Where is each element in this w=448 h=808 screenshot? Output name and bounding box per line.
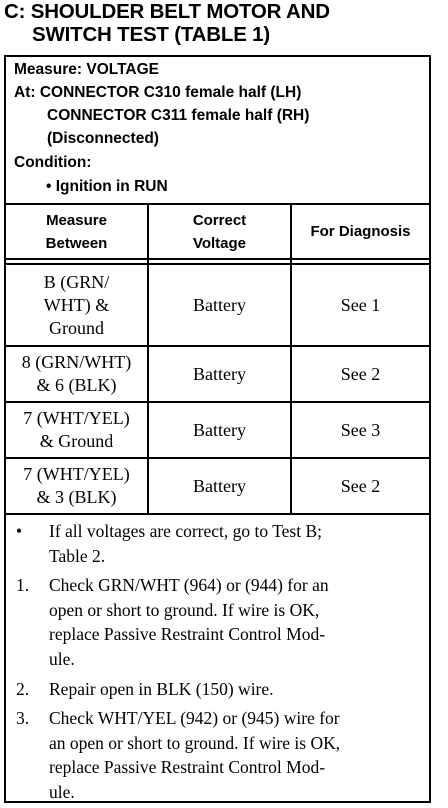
note-line: Table 2. xyxy=(49,545,106,566)
page-title xyxy=(4,0,444,46)
title-line-1: C: SHOULDER BELT MOTOR AND xyxy=(4,0,330,23)
cell-text: & 3 (BLK) xyxy=(36,487,117,507)
table-row-1-voltage: Battery xyxy=(193,294,246,315)
note-line: ule. xyxy=(49,648,75,669)
cell-text: & 6 (BLK) xyxy=(36,375,117,395)
note-line: ule. xyxy=(49,781,75,802)
cell-text: B (GRN/ xyxy=(43,271,110,292)
table-row-2-between xyxy=(6,347,147,401)
divider xyxy=(6,258,429,260)
header-text: Measure xyxy=(46,211,107,229)
note-line: replace Passive Restraint Control Mod- xyxy=(49,624,326,644)
note-3 xyxy=(16,706,429,806)
condition-item: • Ignition in RUN xyxy=(46,178,168,195)
header-text: Correct xyxy=(192,211,247,229)
header-text: Voltage xyxy=(192,234,247,252)
cell-text: Ground xyxy=(49,317,104,338)
note-line: If all voltages are correct, go to Test B; xyxy=(49,521,323,541)
table-row-2-diagnosis: See 2 xyxy=(340,363,381,384)
note-line: Check WHT/YEL (942) or (945) wire for xyxy=(49,708,340,728)
header-for-diagnosis xyxy=(292,205,429,258)
table-row-1-between xyxy=(6,265,147,345)
cell-text: 7 (WHT/YEL) xyxy=(23,408,130,428)
cell-text: 8 (GRN/WHT) xyxy=(21,352,132,372)
at-line-1: At: CONNECTOR C310 female half (LH) xyxy=(14,84,302,101)
table-row-2-voltage: Battery xyxy=(193,363,246,384)
note-marker: 2. xyxy=(16,679,30,699)
table-row-4-between xyxy=(6,459,147,513)
cell-text: & Ground xyxy=(39,431,114,451)
header-text: For Diagnosis xyxy=(310,223,411,240)
note-line: open or short to ground. If wire is OK, xyxy=(49,599,320,620)
cell-text: WHT) & xyxy=(43,294,110,315)
note-line: Check GRN/WHT (964) or (944) for an xyxy=(49,575,329,595)
note-line: an open or short to ground. If wire is OK, xyxy=(49,732,341,753)
test-conditions xyxy=(6,57,429,205)
note-line: replace Passive Restraint Control Mod- xyxy=(49,757,326,777)
at-line-2: CONNECTOR C311 female half (RH) xyxy=(47,107,310,124)
note-line: Repair open in BLK (150) wire. xyxy=(49,679,274,699)
condition-label: Condition: xyxy=(14,154,92,171)
table-row-4-diagnosis: See 2 xyxy=(340,475,381,496)
note-marker: 1. xyxy=(16,575,30,595)
table-row-1-diagnosis: See 1 xyxy=(340,294,381,315)
measure-label: Measure: VOLTAGE xyxy=(14,61,159,78)
table-row-3-between xyxy=(6,403,147,457)
table-row-3-diagnosis: See 3 xyxy=(340,419,381,440)
note-marker: • xyxy=(16,521,23,541)
header-text: Between xyxy=(45,234,108,252)
table-row-3-voltage: Battery xyxy=(193,419,246,440)
note-1 xyxy=(16,573,429,673)
note-2 xyxy=(16,677,429,703)
header-measure-between xyxy=(6,205,147,258)
at-line-3: (Disconnected) xyxy=(47,130,159,147)
table-row-4-voltage: Battery xyxy=(193,475,246,496)
test-table-box xyxy=(4,55,431,803)
divider xyxy=(6,513,429,515)
header-correct-voltage xyxy=(149,205,290,258)
cell-text: 7 (WHT/YEL) xyxy=(23,464,130,484)
title-line-2: SWITCH TEST (TABLE 1) xyxy=(32,23,270,46)
note-all-correct xyxy=(16,519,429,569)
note-marker: 3. xyxy=(16,708,30,728)
